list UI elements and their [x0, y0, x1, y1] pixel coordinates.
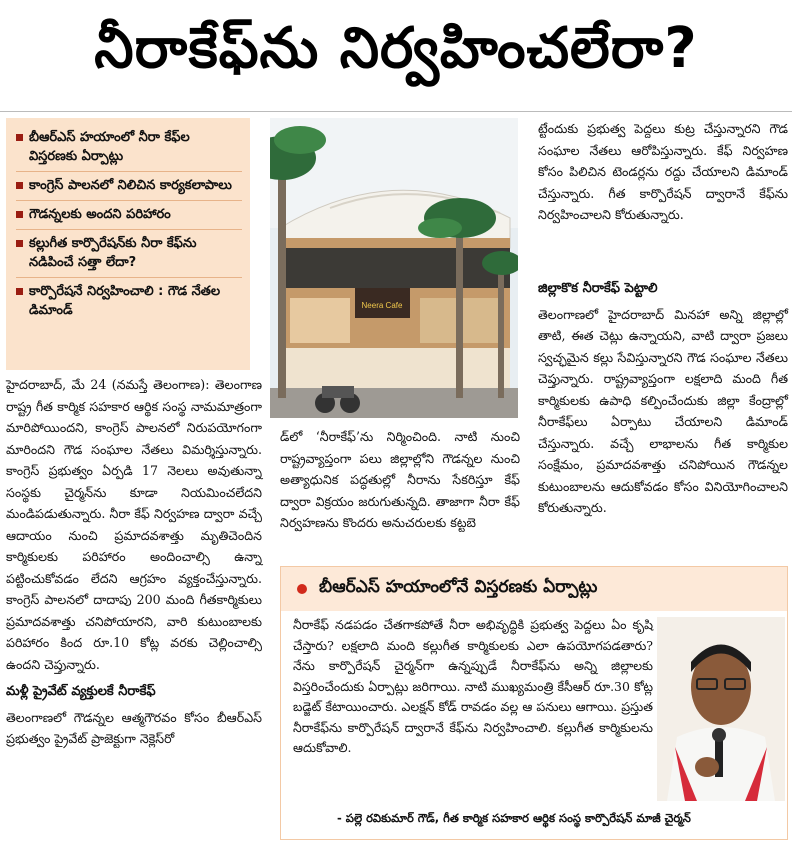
article-paragraph: తెలంగాణలో గౌడన్నల ఆత్మగౌరవం కోసం బీఆర్‌ఎస్ ప్రభుత్వం ప్రైవేట్ ప్రాజెక్టుగా నెక్లెస్‌రో: [6, 709, 262, 746]
quote-author: - పల్లె రవికుమార్ గౌడ్, గీత కార్మిక సహకార ఆర్థిక సంస్థ కార్పొరేషన్ మాజీ చైర్మన్: [337, 811, 691, 825]
article-column-left: [6, 374, 262, 750]
cafe-sign-text: Neera Cafe: [361, 301, 403, 310]
article-paragraph: తెలంగాణలో హైదరాబాద్ మినహా అన్ని జిల్లాల్లో తాటి, ఈత చెట్లు ఉన్నాయని, వాటి ద్వారా ప్రజలు స్వచ్ఛమైన కల్లు సేవిస్తున్నారని గౌడ సంఘాల నేతలు చెప్తున్నారు. రాష్ట్రవ్యాప్తంగా లక్షలాది మంది గీత కార్మికులకు ఉపాధి కల్పించేందుకు జిల్లా కేంద్రాల్లో నీరాకేఫ్‌లు ఏర్పాటు చేయాలని డిమాండ్ చేస్తున్నారు. వచ్చే లాభాలను గీత కార్మికుల సంక్షేమం, ప్రమాదవశాత్తు చనిపోయిన గౌడన్నల కుటుంబాలను ఆదుకోవడం కోసం వినియోగించాలని కోరుతున్నారు.: [538, 306, 788, 515]
subheading: జిల్లాకొక నీరాకేఫ్ పెట్టాలి: [538, 281, 658, 296]
highlights-box: [6, 118, 250, 370]
highlight-text: కాంగ్రెస్ పాలనలో నిలిచిన కార్యకలాపాలు: [29, 178, 232, 193]
article-column-right: [538, 118, 788, 226]
red-dot-icon: [297, 584, 307, 594]
page-headline: నీరాకేఫ్‌ను నిర్వహించలేరా?: [0, 0, 792, 112]
bullet-icon: [16, 288, 23, 295]
quote-title: బీఆర్‌ఎస్ హయాంలోనే విస్తరణకు ఏర్పాట్లు: [319, 577, 598, 597]
highlight-item: [16, 124, 242, 172]
highlight-text: గౌడన్నలకు అందని పరిహారం: [29, 207, 171, 222]
bullet-icon: [16, 211, 23, 218]
quote-header: [281, 567, 787, 611]
article-column-right-2: [538, 272, 788, 519]
bullet-icon: [16, 182, 23, 189]
article-paragraph: డ్‌లో ‘నీరాకేఫ్’ను నిర్మించింది. నాటి నుంచి రాష్ట్రవ్యాప్తంగా పలు జిల్లాల్లోని గౌడన్నల నుంచి అత్యాధునిక పద్ధతుల్లో నీరాను సేకరిస్తూ కేఫ్ ద్వారా విక్రయం జరుగుతున్నది. తాజాగా నీరా కేఫ్ నిర్వహణను కొందరు అనుచరులకు కట్టబె: [280, 429, 520, 530]
highlight-text: కల్లుగీత కార్పొరేషన్‌కు నీరా కేఫ్‌ను నడిపించే సత్తా లేదా?: [29, 236, 197, 270]
highlight-text: బీఆర్‌ఎస్ హయాంలో నీరా కేఫ్‌ల విస్తరణకు ఏర్పాట్లు: [29, 130, 190, 164]
neera-cafe-photo: [270, 118, 518, 418]
quote-body: నీరాకేఫ్ నడపడం చేతగాకపోతే నీరా అభివృద్ధికి ప్రభుత్వ పెద్దలు ఏం కృషి చేస్తారు? లక్షలాది మంది కల్లుగీత కార్మికులకు ఎలా ఉపయోగపడతారు? నేను కార్పొరేషన్ చైర్మన్‌గా ఉన్నప్పుడే నీరాకేఫ్‌ను అన్ని జిల్లాలకు విస్తరించేందుకు ఏర్పాట్లు జరిగాయి. నాటి ముఖ్యమంత్రి కేసీఆర్ రూ.30 కోట్ల బడ్జెట్ కేటాయించారు. ఎలక్షన్ కోడ్ రావడం వల్ల ఆ పనులు ఆగాయి. ప్రస్తుత నీరాకేఫ్‌ను కార్పొరేషన్ ద్వారానే కేఫ్‌ను నిర్వహించాలి. కల్లుగీత కార్మికులను ఆదుకోవాలి.: [293, 617, 653, 755]
highlight-item: [16, 201, 242, 230]
quote-box: [280, 566, 788, 840]
portrait-photo: [657, 617, 785, 801]
highlight-item: [16, 172, 242, 201]
article-column-middle: [280, 426, 520, 534]
highlight-item: [16, 230, 242, 278]
subheading: మళ్లీ ప్రైవేట్ వ్యక్తులకే నీరాకేఫ్: [6, 684, 156, 699]
bullet-icon: [16, 240, 23, 247]
highlight-text: కార్పొరేషనే నిర్వహించాలి : గౌడ నేతల డిమాండ్: [29, 284, 221, 318]
highlight-item: [16, 278, 242, 325]
article-paragraph: ట్టేందుకు ప్రభుత్వ పెద్దలు కుట్ర చేస్తున్నారని గౌడ సంఘాల నేతలు ఆరోపిస్తున్నారు. కేఫ్ నిర్వహణ కోసం పిలిచిన టెండర్లను రద్దు చేయాలని డిమాండ్ చేస్తున్నారు. గీత కార్పొరేషన్ ద్వారానే కేఫ్‌ను నిర్వహించాలని కోరుతున్నారు.: [538, 121, 788, 222]
article-paragraph: హైదరాబాద్, మే 24 (నమస్తే తెలంగాణ): తెలంగాణ రాష్ట్ర గీత కార్మిక సహకార ఆర్థిక సంస్థ నామమాత్రంగా మారిపోయిందని, కాంగ్రెస్ పాలనలో నిరుపయోగంగా మారిందని గౌడ సంఘాల నేతలు విమర్శిస్తున్నారు. కాంగ్రెస్ ప్రభుత్వం ఏర్పడి 17 నెలలు అవుతున్నా సంస్థకు చైర్మన్‌ను కూడా నియమించలేదని మండిపడుతున్నారు. నీరా కేఫ్ నిర్వహణ ద్వారా వచ్చే ఆదాయం నుంచి ప్రమాదవశాత్తు మృతిచెందిన కార్మికులకు పరిహారం అందించాల్సి ఉన్నా పట్టించుకోవడం లేదని ఆగ్రహం వ్యక్తంచేస్తున్నారు. కాంగ్రెస్ పాలనలో దాదాపు 200 మంది గీతకార్మికులు ప్రమాదవశాత్తు చనిపోయారని, వారి కుటుంబాలకు పరిహారం కింద రూ.10 కోట్ల వరకు చెల్లించాల్సి ఉందని చెప్తున్నారు.: [6, 377, 262, 672]
bullet-icon: [16, 134, 23, 141]
